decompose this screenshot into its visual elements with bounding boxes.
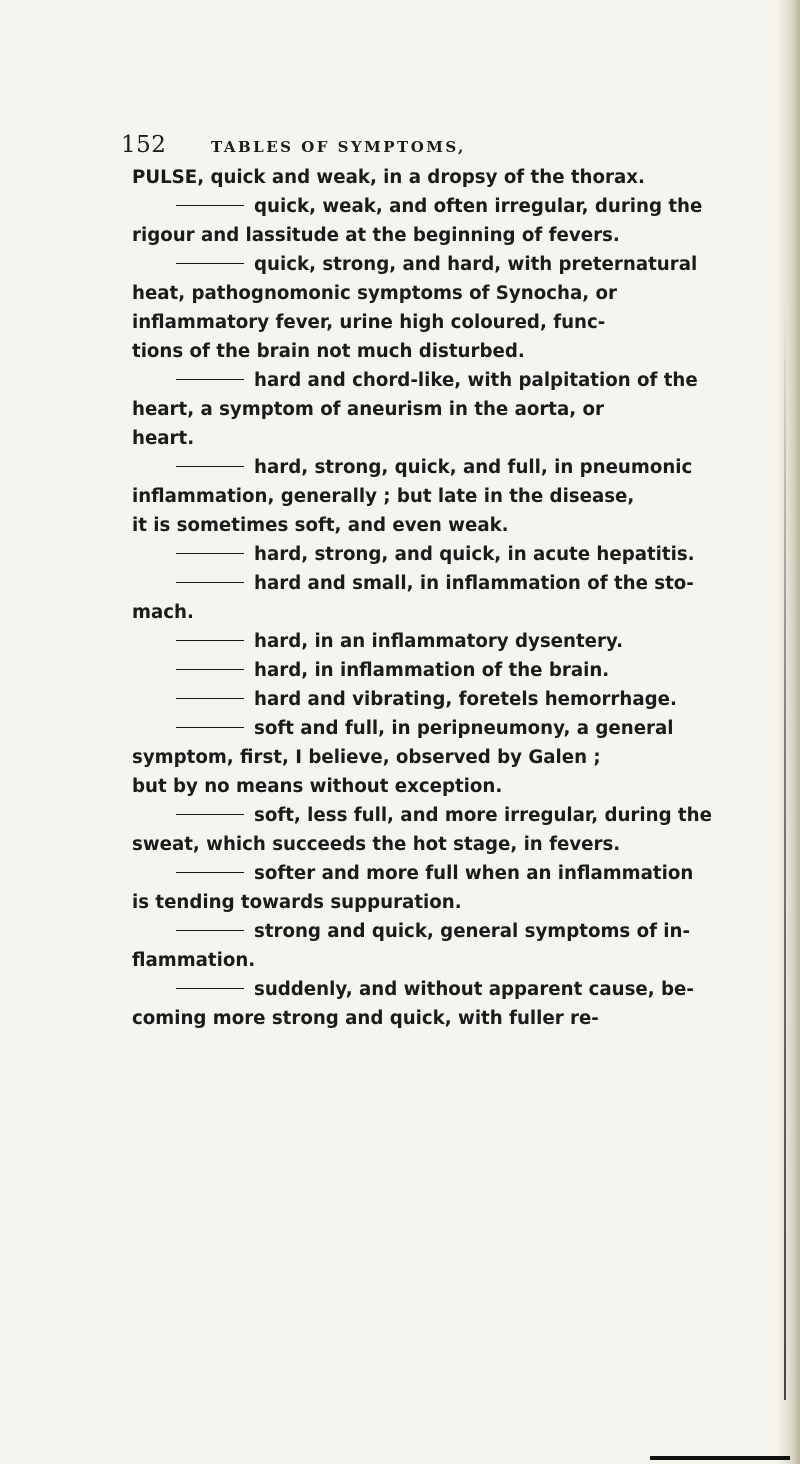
entry-continuation-line: mach. bbox=[132, 602, 194, 623]
page-edge-shadow bbox=[778, 0, 800, 1464]
ditto-dash bbox=[176, 553, 244, 554]
symptom-entry bbox=[132, 192, 712, 250]
ditto-dash bbox=[176, 727, 244, 728]
entry-first-line: softer and more full when an inflammation bbox=[132, 859, 712, 888]
page-header bbox=[0, 132, 800, 162]
entry-continuation-line: sweat, which succeeds the hot stage, in fevers. bbox=[132, 834, 621, 855]
entry-first-line: hard and small, in inflammation of the sto- bbox=[132, 569, 712, 598]
entry-continuation-line: heat, pathognomonic symptoms of Synocha, or bbox=[132, 283, 617, 304]
page-number: 152 bbox=[121, 132, 167, 158]
symptom-entry bbox=[132, 714, 712, 801]
ditto-dash bbox=[176, 698, 244, 699]
ditto-dash bbox=[176, 379, 244, 380]
symptom-entry bbox=[132, 540, 712, 569]
entry-continuation-line: coming more strong and quick, with fuller re- bbox=[132, 1008, 599, 1029]
ditto-dash bbox=[176, 669, 244, 670]
symptom-entry bbox=[132, 859, 712, 917]
entry-first-line: hard, in inflammation of the brain. bbox=[132, 656, 712, 685]
symptom-entry bbox=[132, 685, 712, 714]
entry-first-line: strong and quick, general symptoms of in- bbox=[132, 917, 712, 946]
entry-first-line: soft, less full, and more irregular, during the bbox=[132, 801, 712, 830]
entry-continuation-line: but by no means without exception. bbox=[132, 776, 503, 797]
entry-first-line: hard and vibrating, foretels hemorrhage. bbox=[132, 685, 712, 714]
entry-first-line: hard, strong, and quick, in acute hepatitis. bbox=[132, 540, 712, 569]
entry-continuation-line: flammation. bbox=[132, 950, 256, 971]
symptom-entry bbox=[132, 569, 712, 627]
entry-first-line: hard, in an inflammatory dysentery. bbox=[132, 627, 712, 656]
entry-first-line: suddenly, and without apparent cause, be- bbox=[132, 975, 712, 1004]
symptom-entry bbox=[132, 453, 712, 540]
ditto-dash bbox=[176, 814, 244, 815]
entry-continuation-line: symptom, first, I believe, observed by Galen ; bbox=[132, 747, 601, 768]
entry-continuation-line: heart, a symptom of aneurism in the aorta, or bbox=[132, 399, 604, 420]
ditto-dash bbox=[176, 640, 244, 641]
entry-first-line: soft and full, in peripneumony, a general bbox=[132, 714, 712, 743]
symptom-entry bbox=[132, 250, 712, 366]
symptom-entry bbox=[132, 366, 712, 453]
symptom-entry bbox=[132, 917, 712, 975]
entry-first-line: hard and chord-like, with palpitation of the bbox=[132, 366, 712, 395]
ditto-dash bbox=[176, 930, 244, 931]
ditto-dash bbox=[176, 872, 244, 873]
ditto-dash bbox=[176, 205, 244, 206]
scan-edge-mark bbox=[650, 1456, 790, 1460]
entry-continuation-line: rigour and lassitude at the beginning of fevers. bbox=[132, 225, 620, 246]
entry-first-line: quick, strong, and hard, with preternatural bbox=[132, 250, 712, 279]
body-text bbox=[132, 163, 712, 1033]
entry-continuation-line: heart. bbox=[132, 428, 195, 449]
symptom-entry bbox=[132, 627, 712, 656]
running-head: TABLES OF SYMPTOMS, bbox=[211, 138, 466, 156]
entry-first-line: PULSE, quick and weak, in a dropsy of the thorax. bbox=[132, 167, 645, 188]
entry-continuation-line: is tending towards suppuration. bbox=[132, 892, 462, 913]
entry-continuation-line: it is sometimes soft, and even weak. bbox=[132, 515, 509, 536]
entry-first-line: quick, weak, and often irregular, during the bbox=[132, 192, 712, 221]
symptom-entry bbox=[132, 801, 712, 859]
symptom-entry bbox=[132, 975, 712, 1033]
entry-continuation-line: inflammatory fever, urine high coloured, func- bbox=[132, 312, 606, 333]
entry-first-line: hard, strong, quick, and full, in pneumonic bbox=[132, 453, 712, 482]
ditto-dash bbox=[176, 988, 244, 989]
symptom-entry bbox=[132, 656, 712, 685]
ditto-dash bbox=[176, 466, 244, 467]
ditto-dash bbox=[176, 582, 244, 583]
symptom-entry bbox=[132, 163, 712, 192]
entry-continuation-line: inflammation, generally ; but late in the disease, bbox=[132, 486, 635, 507]
entry-continuation-line: tions of the brain not much disturbed. bbox=[132, 341, 525, 362]
ditto-dash bbox=[176, 263, 244, 264]
